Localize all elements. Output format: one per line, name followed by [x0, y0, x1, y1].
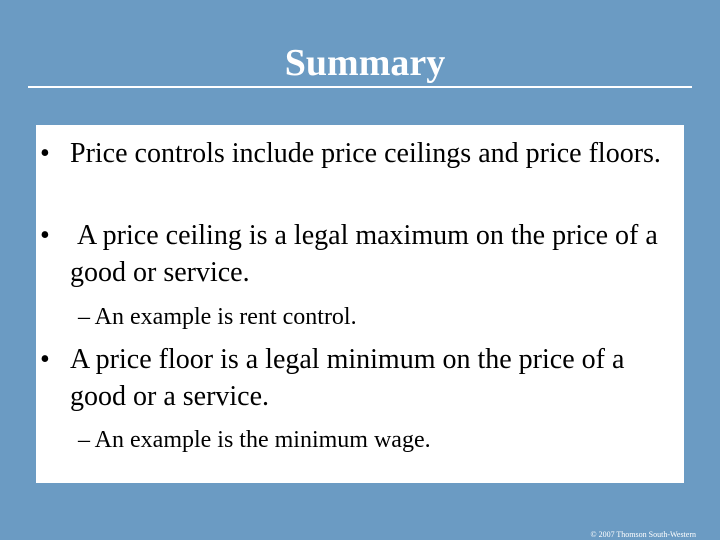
bullet-marker: •	[40, 138, 50, 169]
bullet-marker: •	[40, 344, 50, 375]
bullet-text: A price floor is a legal minimum on the price of a good or a service.	[70, 344, 625, 412]
copyright-notice: © 2007 Thomson South-Western	[590, 530, 696, 539]
slide-title: Summary	[284, 42, 446, 84]
content-box	[36, 125, 684, 483]
bullet-text: A price ceiling is a legal maximum on the price of a good or service.	[70, 220, 665, 288]
title-underline	[28, 86, 692, 88]
bullet-text: Price controls include price ceilings and price floors.	[70, 138, 661, 169]
sub-bullet-rent-control: – An example is rent control.	[78, 304, 357, 330]
sub-bullet-minimum-wage: – An example is the minimum wage.	[78, 427, 431, 453]
bullet-marker: •	[40, 220, 50, 251]
